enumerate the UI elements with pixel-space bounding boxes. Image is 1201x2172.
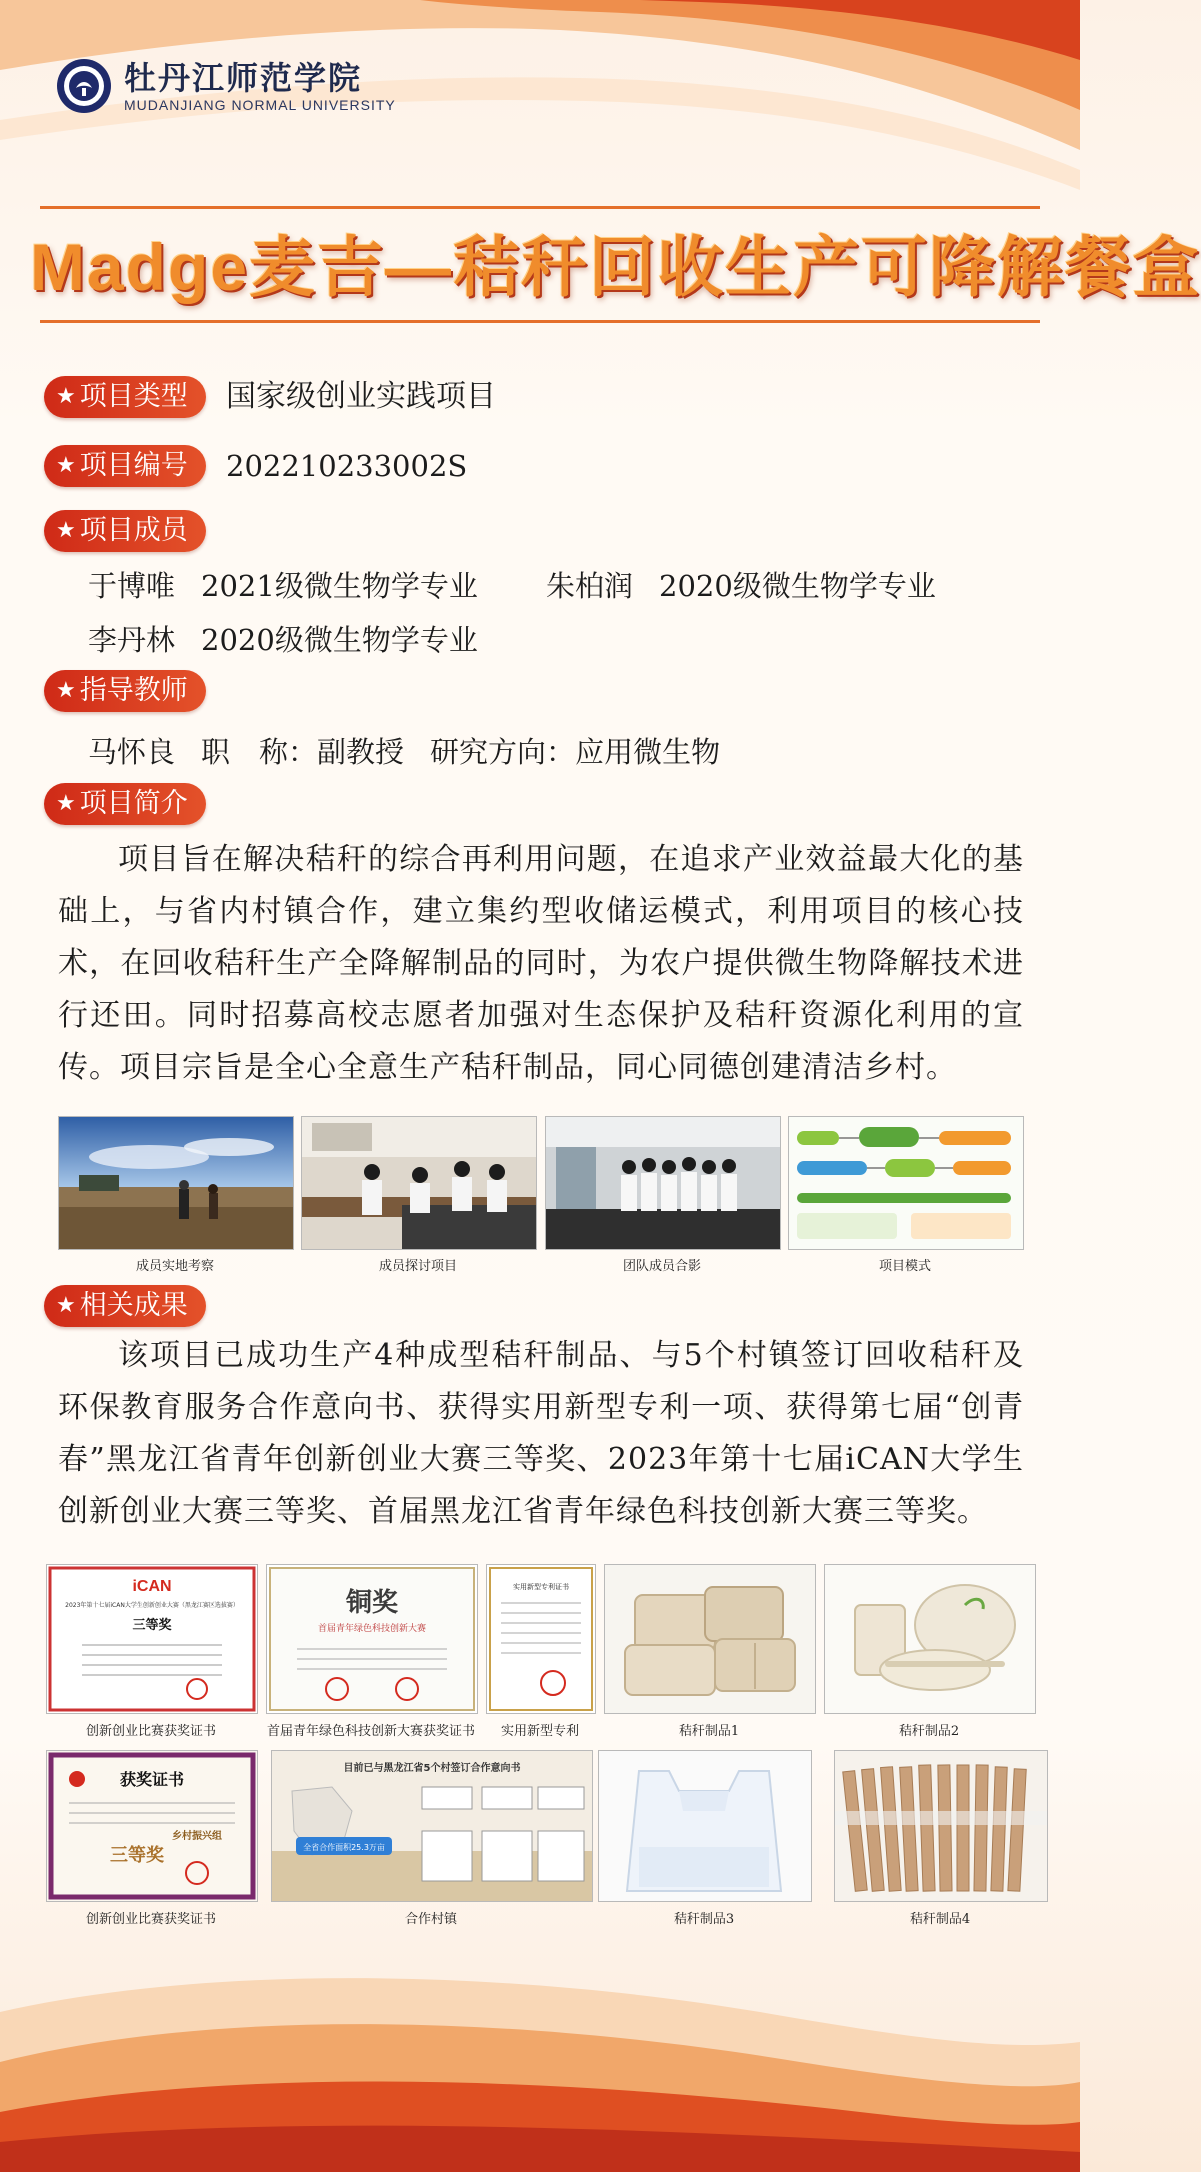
school-name-cn: 牡丹江师范学院 xyxy=(124,59,363,97)
section-tag-members xyxy=(44,510,206,552)
photo-ican-certificate xyxy=(46,1564,258,1714)
ican-award: 三等奖 xyxy=(132,1618,172,1633)
intro-paragraph: 项目旨在解决秸秆的综合再利用问题，在追求产业效益最大化的基础上，与省内村镇合作，建立集约型收储运模式，利用项目的核心技术，在回收秸秆生产全降解制品的同时，为农户提供微生物降解技术进行还田。同时招募高校志愿者加强对生态保护及秸秆资源化利用的宣传。项目宗旨是全心全意生产秸秆制品，同心同德创建清洁乡村。 xyxy=(58,842,1024,1085)
section-tag-type xyxy=(44,376,206,418)
member-info: 2020级微生物学专业 xyxy=(201,623,478,657)
section-label-members: 项目成员 xyxy=(79,515,188,546)
photo-patent xyxy=(486,1564,596,1714)
photo-caption: 秸秆制品2 xyxy=(898,1724,960,1739)
ican-brand: iCAN xyxy=(132,1578,172,1595)
results-paragraph: 该项目已成功生产4种成型秸秆制品、与5个村镇签订回收秸秆及环保教育服务合作意向书、获得实用新型专利一项、获得第七届“创青春”黑龙江省青年创新创业大赛三等奖、2023年第十七届iCAN大学生创新创业大赛三等奖、首届黑龙江省青年绿色科技创新大赛三等奖。 xyxy=(58,1338,1024,1529)
ican-title: 2023年第十七届iCAN大学生创新创业大赛（黑龙江赛区选拔赛） xyxy=(65,1602,239,1609)
advisor-field-label: 研究方向： xyxy=(430,735,576,769)
photo-straw-product-3 xyxy=(598,1750,812,1902)
school-logo xyxy=(56,58,396,114)
section-label-results: 相关成果 xyxy=(79,1290,188,1321)
village-area: 全省合作面积25.3万亩 xyxy=(303,1843,385,1852)
patent-title: 实用新型专利证书 xyxy=(513,1583,569,1591)
poster-title: Madge麦吉—秸秆回收生产可降解餐盒 xyxy=(30,230,1201,304)
photo-caption: 秸秆制品3 xyxy=(673,1912,735,1927)
photo-caption: 秸秆制品4 xyxy=(909,1912,971,1927)
title-rule-bottom xyxy=(40,320,1040,323)
section-tag-advisor xyxy=(44,670,206,712)
photo-team-discussion xyxy=(301,1116,537,1250)
star-icon: ★ xyxy=(56,1293,76,1318)
member-info: 2020级微生物学专业 xyxy=(659,569,936,603)
star-icon: ★ xyxy=(56,791,76,816)
member-name: 于博唯 xyxy=(88,569,176,603)
star-icon: ★ xyxy=(56,384,76,409)
title-rule-top xyxy=(40,206,1040,209)
prize-cert-extra: 乡村振兴组 xyxy=(172,1831,222,1842)
photo-caption: 成员实地考察 xyxy=(135,1259,214,1274)
photo-project-model xyxy=(788,1116,1024,1250)
member-entry xyxy=(88,564,478,605)
project-type-value: 国家级创业实践项目 xyxy=(226,379,496,414)
advisor-name: 马怀良 xyxy=(88,735,176,769)
member-info: 2021级微生物学专业 xyxy=(201,569,478,603)
photo-caption: 合作村镇 xyxy=(404,1912,457,1927)
star-icon: ★ xyxy=(56,453,76,478)
member-entry xyxy=(546,564,936,605)
advisor-field-value: 应用微生物 xyxy=(575,735,721,769)
advisor-title-label: 职 称： xyxy=(201,735,318,769)
photo-partner-villages xyxy=(271,1750,593,1902)
member-name: 朱柏润 xyxy=(546,569,634,603)
green-cert-sub: 首届青年绿色科技创新大赛 xyxy=(317,1624,427,1634)
photo-straw-product-4 xyxy=(834,1750,1048,1902)
member-name: 李丹林 xyxy=(88,623,176,657)
photo-caption: 成员探讨项目 xyxy=(378,1259,457,1274)
school-name-en: MUDANJIANG NORMAL UNIVERSITY xyxy=(124,97,396,113)
advisor-line xyxy=(88,730,720,771)
village-head: 目前已与黑龙江省5个村签订合作意向书 xyxy=(343,1763,521,1774)
photo-prize-certificate xyxy=(46,1750,258,1902)
photo-straw-product-1 xyxy=(604,1564,816,1714)
section-label-intro: 项目简介 xyxy=(79,788,188,819)
prize-cert-award: 三等奖 xyxy=(110,1845,164,1866)
photo-caption: 秸秆制品1 xyxy=(678,1724,740,1739)
photo-field-survey xyxy=(58,1116,294,1250)
section-label-type: 项目类型 xyxy=(79,381,188,412)
star-icon: ★ xyxy=(56,518,76,543)
photo-caption: 团队成员合影 xyxy=(622,1259,701,1274)
photo-straw-product-2 xyxy=(824,1564,1036,1714)
section-tag-results xyxy=(44,1285,206,1327)
green-cert-big: 铜奖 xyxy=(345,1588,399,1618)
photo-green-tech-certificate xyxy=(266,1564,478,1714)
advisor-title-value: 副教授 xyxy=(317,735,405,769)
member-entry xyxy=(88,618,478,659)
photo-team-group xyxy=(545,1116,781,1250)
photo-caption: 创新创业比赛获奖证书 xyxy=(85,1724,216,1739)
photo-caption: 创新创业比赛获奖证书 xyxy=(85,1912,216,1927)
section-tag-number xyxy=(44,445,206,487)
bottom-wave-decoration xyxy=(0,1952,1080,2172)
section-label-number: 项目编号 xyxy=(79,450,188,481)
school-seal-icon xyxy=(56,58,112,114)
section-label-advisor: 指导教师 xyxy=(79,675,188,706)
photo-caption: 首届青年绿色科技创新大赛获奖证书 xyxy=(266,1724,475,1739)
photo-caption: 项目模式 xyxy=(878,1259,931,1274)
prize-cert-head: 获奖证书 xyxy=(119,1770,185,1789)
photo-caption: 实用新型专利 xyxy=(500,1724,579,1739)
project-number-value: 202210233002S xyxy=(226,449,468,483)
star-icon: ★ xyxy=(56,678,76,703)
section-tag-intro xyxy=(44,783,206,825)
